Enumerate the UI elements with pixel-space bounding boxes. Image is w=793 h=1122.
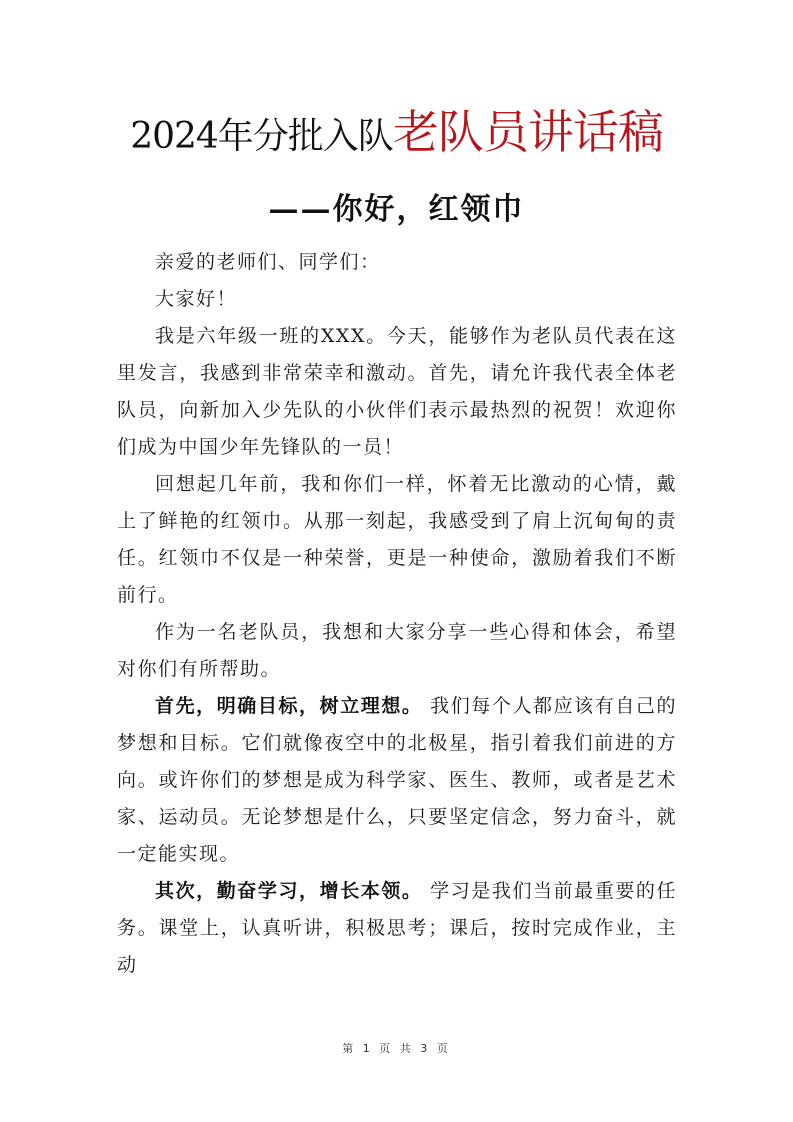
- paragraph-heading: 其次，勤奋学习，增长本领。: [155, 880, 423, 902]
- page-number: 第 1 页 共 3 页: [342, 1042, 451, 1055]
- document-body: [117, 244, 677, 984]
- paragraph-recollection: 回想起几年前，我和你们一样，怀着无比激动的心情，戴上了鲜艳的红领巾。从那一刻起，我感受到了肩上沉甸甸的责任。红领巾不仅是一种荣誉，更是一种使命，激励着我们不断前行。: [117, 473, 677, 606]
- paragraph-introduction: 我是六年级一班的XXX。今天，能够作为老队员代表在这里发言，我感到非常荣幸和激动。首先，请允许我代表全体老队员，向新加入少先队的小伙伴们表示最热烈的祝贺！欢迎你们成为中国少年先锋队的一员！: [117, 325, 677, 458]
- document-subtitle: ——你好，红领巾: [268, 192, 525, 227]
- paragraph-study: 其次，勤奋学习，增长本领。 学习是我们当前最重要的任务。课堂上，认真听讲，积极思考；课后，按时完成作业，主动: [117, 880, 677, 976]
- document-title: [0, 100, 793, 169]
- paragraph-greeting: 亲爱的老师们、同学们：: [155, 251, 381, 273]
- paragraph-heading: 首先，明确目标，树立理想。: [155, 695, 423, 717]
- paragraph-hello: 大家好！: [155, 288, 238, 310]
- paragraph-goals: 首先，明确目标，树立理想。 我们每个人都应该有自己的梦想和目标。它们就像夜空中的北极星，指引着我们前进的方向。或许你们的梦想是成为科学家、医生、教师，或者是艺术家、运动员。无论梦想是什么，只要坚定信念，努力奋斗，就一定能实现。: [117, 695, 677, 865]
- title-highlight: 老队员讲话稿: [392, 105, 663, 159]
- paragraph-sharing: 作为一名老队员，我想和大家分享一些心得和体会，希望对你们有所帮助。: [117, 621, 677, 680]
- title-prefix: 2024年分批入队: [130, 116, 393, 157]
